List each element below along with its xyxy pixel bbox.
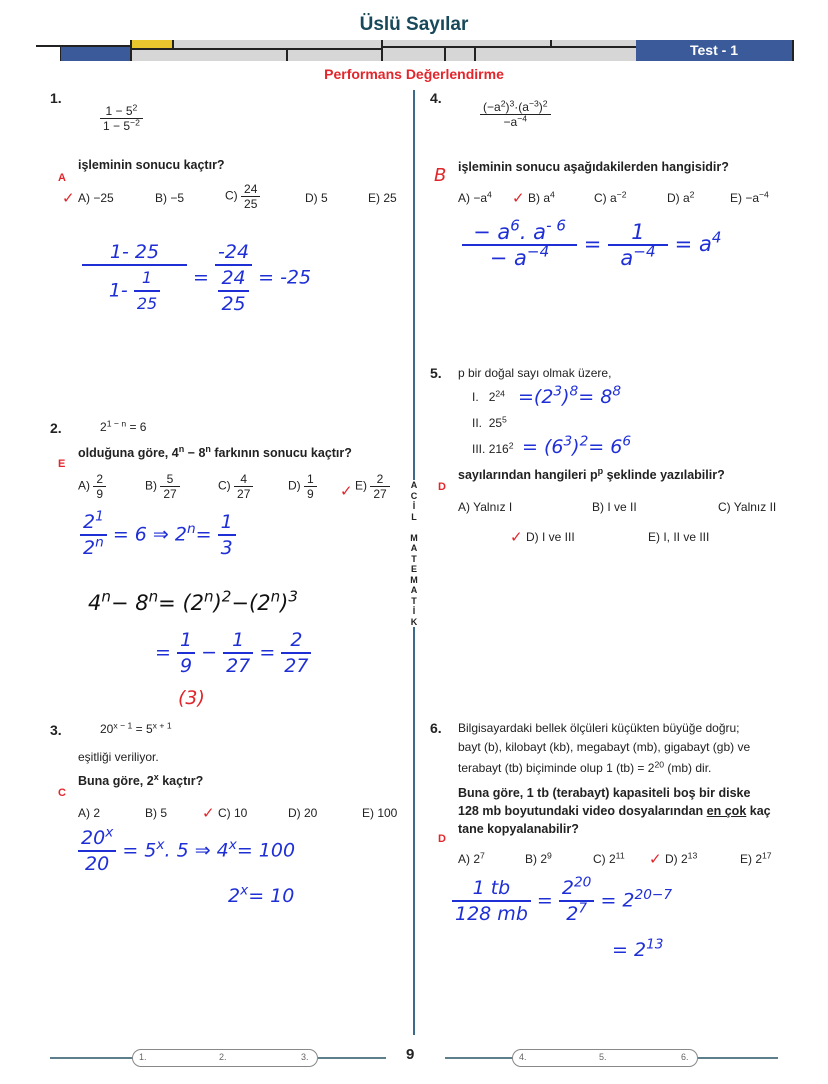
option-c[interactable]: C) $\frac{4}{27}$ (218, 472, 253, 501)
handwritten-work-line-2: $4^n- 8^n= (2^n)^2-(2^n)^3$ (88, 587, 298, 615)
option-a[interactable]: A) 2 (78, 806, 101, 820)
option-e[interactable]: E) I, II ve III (648, 530, 710, 544)
option-d[interactable]: D) $2^{13}$ (665, 850, 698, 866)
option-e[interactable]: $E) -a^{-4}$ (730, 189, 769, 205)
option-e[interactable]: E) 100 (362, 806, 398, 820)
answer-key: D (438, 481, 446, 493)
option-d[interactable]: D) $a^2$ (667, 189, 695, 205)
handwritten-work-line-2: $2^x= 10$ (228, 882, 295, 907)
answer-pill-right: 4. 5. 6. (512, 1049, 698, 1067)
option-a[interactable]: A) $\frac{2}{9}$ (78, 472, 106, 501)
answer-key: A (58, 172, 66, 184)
check-mark-icon: ✓ (340, 482, 353, 500)
answer-key: B (434, 165, 447, 186)
option-d[interactable]: D) I ve III (526, 530, 575, 544)
q6-stem-line-2: bayt (b), kilobayt (kb), megabayt (mb), gigabayt (gb) ve (458, 740, 751, 754)
answer-pill-left: 1. 2. 3. (132, 1049, 318, 1067)
option-e[interactable]: E) $\frac{2}{27}$ (355, 472, 390, 501)
answer-key: C (58, 787, 66, 799)
q3-equation: $20^{x - 1} = 5^{x + 1}$ (100, 720, 172, 736)
handwritten-work-line-2: = $2^{13}$ (612, 936, 664, 961)
check-mark-icon: ✓ (202, 804, 215, 822)
question-number: 5. (430, 365, 442, 381)
question-number: 6. (430, 720, 442, 736)
q3-given: eşitliği veriliyor. (78, 750, 159, 764)
q2-prompt: olduğuna göre, $4^n - 8^n$ farkının sonucu kaçtır? (78, 444, 352, 460)
handwritten-work-line-1: $\frac{2^1}{2^n}$ = 6 ⇒ $2^n=$ $\frac{1}{3}$ (80, 510, 236, 560)
option-d[interactable]: D) $\frac{1}{9}$ (288, 472, 317, 501)
q6-stem-line-3: terabayt (tb) biçiminde olup 1 $(tb) = 2^{20}$ (mb) dir. (458, 759, 712, 775)
subtitle: Performans Değerlendirme (324, 66, 504, 82)
handwritten-work-line-1: $\frac{1 tb}{128 mb}$ = $\frac{2^{20}}{2^7}$ = $2^{20-7}$ (452, 876, 672, 926)
page-number: 9 (406, 1046, 415, 1063)
check-mark-icon: ✓ (510, 528, 523, 546)
option-a[interactable]: A) $2^7$ (458, 850, 485, 866)
answer-key: D (438, 833, 446, 845)
option-a[interactable]: A) Yalnız I (458, 500, 513, 514)
q5-stem: p bir doğal sayı olmak üzere, (458, 366, 612, 380)
option-c[interactable]: C) $2^{11}$ (593, 850, 625, 866)
option-c[interactable]: C) $\frac{24}{25}$ (225, 182, 260, 211)
option-e[interactable]: E) $2^{17}$ (740, 850, 772, 866)
answer-key: E (58, 458, 66, 470)
item-2: II. $25^5$ (472, 414, 507, 430)
option-b[interactable]: B) −5 (155, 191, 185, 205)
q5-prompt: sayılarından hangileri $p^p$ şeklinde yazılabilir? (458, 466, 725, 482)
option-c[interactable]: C) $a^{-2}$ (594, 189, 627, 205)
handwritten-work: $\frac{- a^6. a^{- 6}}{- a^{-4}}$ = $\frac{1}{a^{-4}}$ = $a^4$ (462, 220, 721, 270)
q6-prompt-line-1: Buna göre, 1 tb (terabayt) kapasiteli boş bir diske (458, 786, 751, 800)
question-number: 2. (50, 420, 62, 436)
option-d[interactable]: D) 20 (288, 806, 318, 820)
option-c[interactable]: C) 10 (218, 806, 248, 820)
option-a[interactable]: A) −25 (78, 191, 114, 205)
option-b[interactable]: B) I ve II (592, 500, 637, 514)
brand-vertical: A C İ L M A T E M A T İ K (405, 480, 423, 627)
option-d[interactable]: D) 5 (305, 191, 328, 205)
option-b[interactable]: B) 5 (145, 806, 168, 820)
option-b[interactable]: B) $2^9$ (525, 850, 552, 866)
q4-expression: $\frac{(-a^2)^3\cdot(a^{-3})^2}{-a^{-4}}$ (480, 100, 551, 129)
handwritten-work-item-3: = $(6^3)^2= 6^6$ (522, 433, 632, 458)
test-badge: Test - 1 (636, 40, 794, 61)
handwritten-note: (3) (178, 687, 205, 709)
item-1: I. $2^{24}$ (472, 388, 505, 404)
q4-prompt: işleminin sonucu aşağıdakilerden hangisidir? (458, 160, 729, 174)
q6-prompt-line-3: tane kopyalanabilir? (458, 822, 579, 836)
check-mark-icon: ✓ (62, 189, 75, 207)
question-number: 4. (430, 90, 442, 106)
handwritten-work-item-1: $=(2^3)^8= 8^8$ (518, 383, 622, 408)
option-e[interactable]: E) 25 (368, 191, 397, 205)
check-mark-icon: ✓ (512, 189, 525, 207)
q6-prompt-line-2: 128 mb boyutundaki video dosyalarından en çok kaç (458, 804, 771, 818)
q6-stem-line-1: Bilgisayardaki bellek ölçüleri küçükten büyüğe doğru; (458, 721, 740, 735)
question-number: 3. (50, 722, 62, 738)
q2-equation: $2^{1 - n} = 6$ (100, 418, 147, 434)
handwritten-work-line-3: = $\frac{1}{9}$ − $\frac{1}{27}$ = $\frac{2}{27}$ (155, 628, 311, 678)
option-b[interactable]: B) $a^4$ (528, 189, 555, 205)
option-a[interactable]: $A) -a^4$ (458, 189, 492, 205)
item-3: III. $216^2$ (472, 440, 514, 456)
page-title: Üslü Sayılar (359, 14, 469, 35)
check-mark-icon: ✓ (649, 850, 662, 868)
q3-prompt: Buna göre, 2$^x$ kaçtır? (78, 772, 204, 788)
handwritten-work-line-1: $\frac{20^x}{20}$ = $5^x$. 5 ⇒ $4^x= 100$ (78, 826, 295, 876)
option-c[interactable]: C) Yalnız II (718, 500, 777, 514)
handwritten-work: 1- 25 1- $\frac{1}{25}$ = $\frac{-24}{\frac{24}{25}}$ = -25 (82, 240, 311, 316)
option-b[interactable]: B) $\frac{5}{27}$ (145, 472, 180, 501)
q1-expression: $\frac{1 - 5^2}{1 - 5^{-2}}$ (100, 104, 143, 133)
